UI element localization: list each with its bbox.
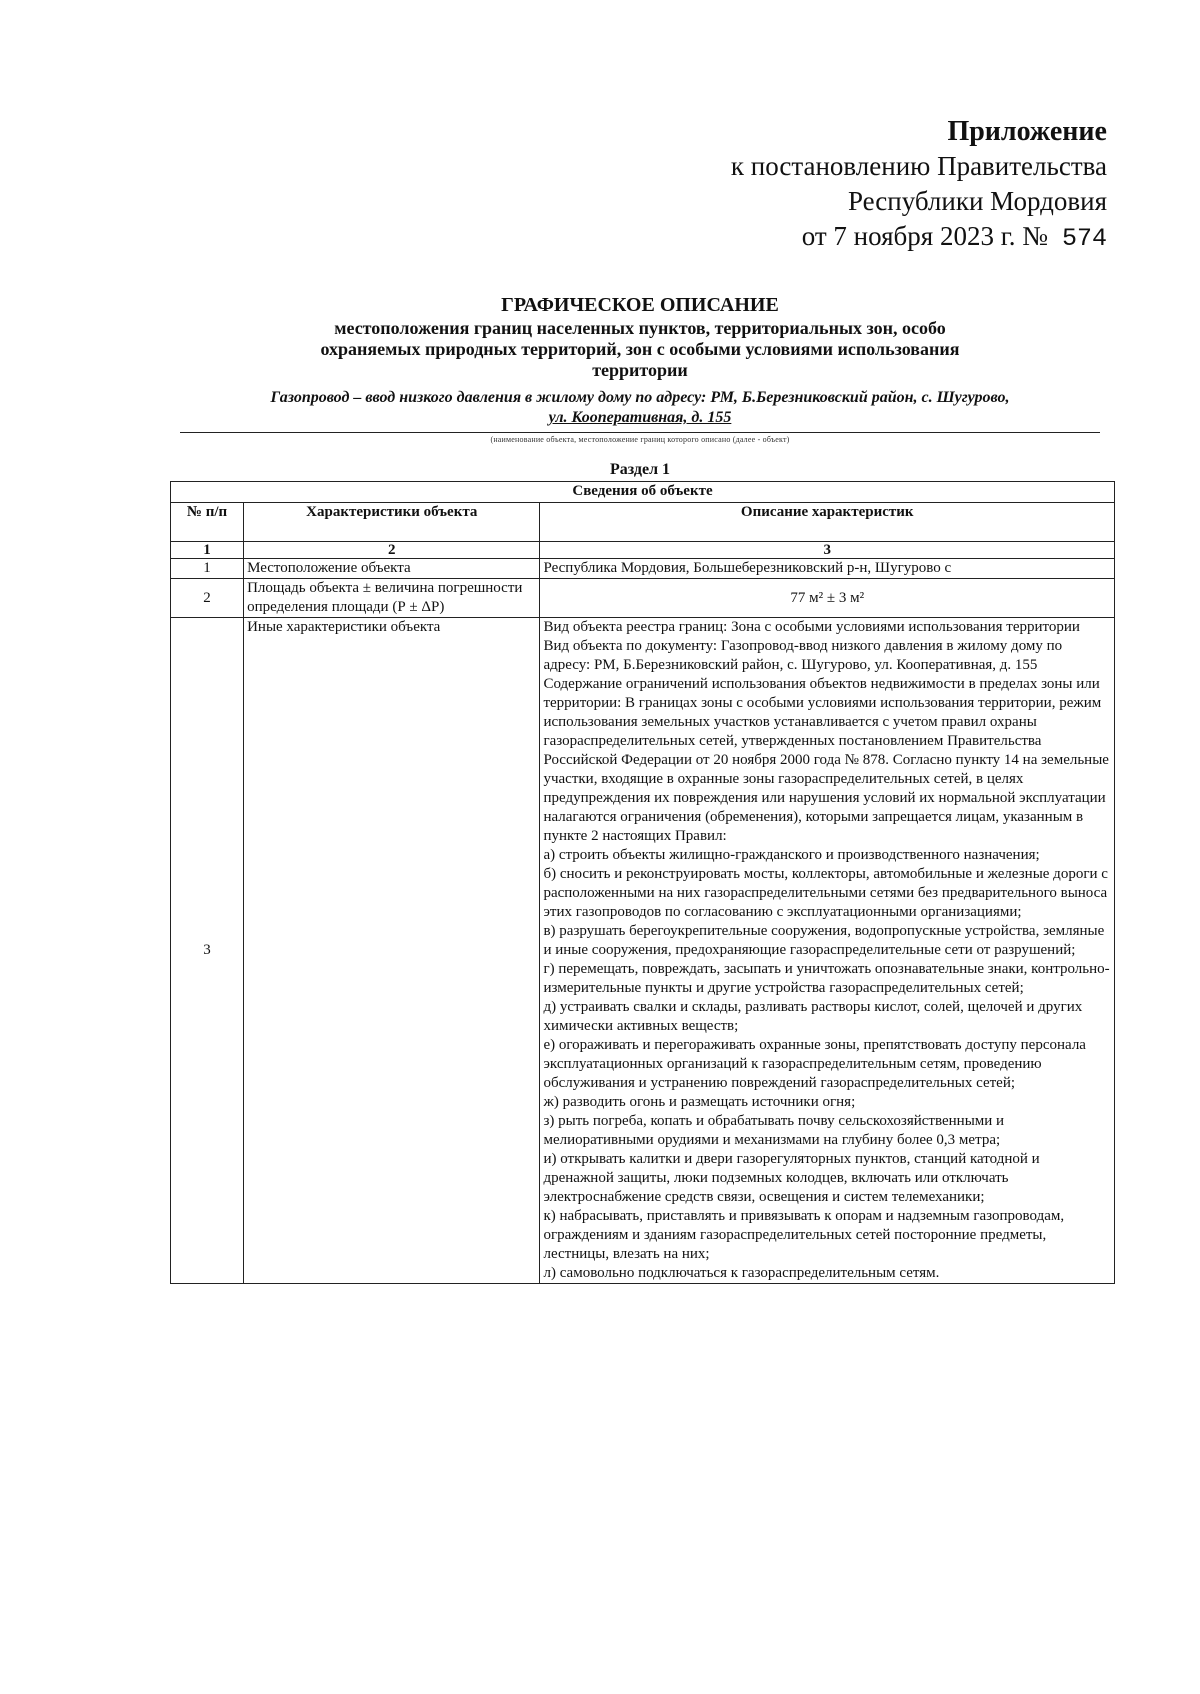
row-paragraph: з) рыть погреба, копать и обрабатывать почву сельскохозяйственными и мелиоративными орудиями и механизмами на глубину более 0,3 метра;	[543, 1113, 1005, 1148]
appendix-date-line	[587, 219, 1107, 256]
row-name: Местоположение объекта	[244, 559, 540, 579]
row-paragraph: д) устраивать свалки и склады, разливать растворы кислот, солей, щелочей и других химически активных веществ;	[543, 999, 1083, 1034]
header-description: Описание характеристик	[540, 503, 1115, 542]
row-paragraph: Вид объекта реестра границ: Зона с особыми условиями использования территории	[543, 619, 1080, 635]
heading-sub: местоположения границ населенных пунктов, территориальных зон, особо охраняемых природных территорий, зон с особыми условиями использования территории	[320, 318, 960, 380]
row-paragraph: л) самовольно подключаться к газораспределительным сетям.	[543, 1265, 940, 1281]
table-row	[171, 618, 1115, 1284]
row-num: 3	[171, 618, 244, 1284]
col-number-2: 2	[244, 542, 540, 559]
appendix-line-2: Республики Мордовия	[847, 186, 1107, 216]
object-line-1: Газопровод – ввод низкого давления в жилому дому по адресу: РМ, Б.Березниковский район, с. Шугурово,	[270, 389, 1010, 406]
object-caption: (наименование объекта, местоположение границ которого описано (далее - объект)	[490, 435, 790, 444]
header-num: № п/п	[171, 503, 244, 542]
row-value	[540, 618, 1115, 1284]
row-value: Республика Мордовия, Большеберезниковский р-н, Шугурово с	[540, 559, 1115, 579]
table-caption: Сведения об объекте	[171, 482, 1115, 503]
section-title: Раздел 1	[609, 461, 671, 478]
row-name: Иные характеристики объекта	[244, 618, 540, 1284]
header-characteristics: Характеристики объекта	[244, 503, 540, 542]
document-heading	[180, 295, 1100, 381]
row-paragraph: е) огораживать и перегораживать охранные зоны, препятствовать доступу персонала эксплуатационных организаций к газораспределительным сетям, проведению обслуживания и устранению повреждений газораспределительных сетей;	[543, 1037, 1086, 1091]
col-number-1: 1	[171, 542, 244, 559]
object-info-table	[170, 481, 1115, 1284]
appendix-number: 574	[1061, 224, 1107, 253]
appendix-title: Приложение	[947, 116, 1107, 147]
row-name: Площадь объекта ± величина погрешности определения площади (Р ± ΔР)	[244, 579, 540, 618]
appendix-date: от 7 ноября 2023 г. №	[801, 221, 1048, 251]
table-row	[171, 559, 1115, 579]
row-paragraph: к) набрасывать, приставлять и привязывать к опорам и надземным газопроводам, ограждениям и зданиям газораспределительных сетей посторонние предметы, лестницы, влезать на них;	[543, 1208, 1065, 1262]
row-paragraph: Содержание ограничений использования объектов недвижимости в пределах зоны или территории: В границах зоны с особыми условиями использования территории, режим использования земельных участков устанавливается с учетом правил охраны газораспределительных сетей, утвержденных постановлением Правительства Российской Федерации от 20 ноября 2000 года № 878. Согласно пункту 14 на земельные участки, входящие в охранные зоны газораспределительных сетей, в целях предупреждения их повреждения или нарушения условий их нормальной эксплуатации налагаются ограничения (обременения), которыми запрещается лицам, указанным в пункте 2 настоящих Правил:	[543, 676, 1109, 844]
col-number-3: 3	[540, 542, 1115, 559]
row-value: 77 м² ± 3 м²	[540, 579, 1115, 618]
row-paragraph: ж) разводить огонь и размещать источники огня;	[543, 1094, 856, 1110]
row-num: 2	[171, 579, 244, 618]
row-num: 1	[171, 559, 244, 579]
appendix-block	[587, 114, 1107, 256]
object-underline	[180, 432, 1100, 433]
row-paragraph: и) открывать калитки и двери газорегуляторных пунктов, станций катодной и дренажной защиты, люки подземных колодцев, включать или отключать электроснабжение средств связи, освещения и систем телемеханики;	[543, 1151, 1040, 1205]
row-paragraph: в) разрушать берегоукрепительные сооружения, водопропускные устройства, земляные и иные сооружения, предохраняющие газораспределительные сети от разрушений;	[543, 923, 1105, 958]
object-name	[180, 388, 1100, 428]
appendix-line-1: к постановлению Правительства	[730, 151, 1107, 181]
row-paragraph: а) строить объекты жилищно-гражданского и производственного назначения;	[543, 847, 1040, 863]
table-row	[171, 579, 1115, 618]
row-paragraph: Вид объекта по документу: Газопровод-ввод низкого давления в жилому дому по адресу: РМ, Б.Березниковский район, с. Шугурово, ул. Кооперативная, д. 155	[543, 638, 1063, 673]
row-paragraph: г) перемещать, повреждать, засыпать и уничтожать опознавательные знаки, контрольно-измерительные пункты и другие устройства газораспределительных сетей;	[543, 961, 1110, 996]
heading-main: ГРАФИЧЕСКОЕ ОПИСАНИЕ	[501, 294, 779, 316]
object-line-2: ул. Кооперативная, д. 155	[548, 409, 732, 426]
row-paragraph: б) сносить и реконструировать мосты, коллекторы, автомобильные и железные дороги с расположенными на них газораспределительными сетями без предварительного выноса этих газопроводов по согласованию с эксплуатационными организациями;	[543, 866, 1108, 920]
